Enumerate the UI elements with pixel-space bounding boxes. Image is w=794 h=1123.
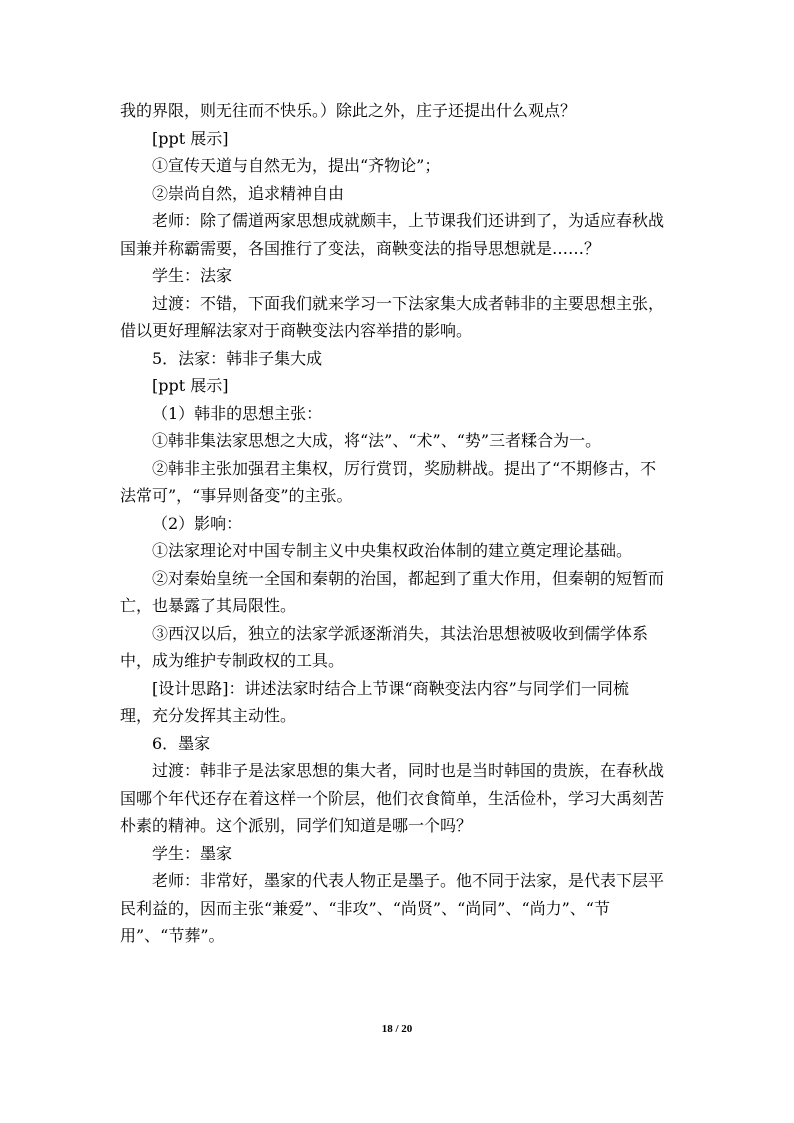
text-line: 民利益的，因而主张“兼爱”、“非攻”、“尚贤”、“尚同”、“尚力”、“节 bbox=[120, 898, 610, 918]
text-line: 中，成为维护专制政权的工具。 bbox=[120, 651, 345, 670]
text-line: 学生：墨家 bbox=[152, 843, 233, 863]
text-line: ③西汉以后，独立的法家学派逐渐消失，其法治思想被吸收到儒学体系 bbox=[152, 623, 649, 643]
text-line: （2）影响： bbox=[152, 513, 243, 533]
text-line: 国兼并称霸需要，各国推行了变法，商鞅变法的指导思想就是……？ bbox=[120, 238, 601, 258]
text-line: ①韩非集法家思想之大成，将“法”、“术”、“势”三者糅合为一。 bbox=[152, 431, 602, 450]
text-line: 学生：法家 bbox=[152, 266, 233, 285]
text-line: ②对秦始皇统一全国和秦朝的治国，都起到了重大作用，但秦朝的短暂而 bbox=[152, 568, 665, 588]
document-body bbox=[120, 97, 680, 950]
text-line: ①法家理论对中国专制主义中央集权政治体制的建立奠定理论基础。 bbox=[152, 541, 633, 560]
page-number: 18 / 20 bbox=[381, 1023, 413, 1035]
text-line: 朴素的精神。这个派别，同学们知道是哪一个吗？ bbox=[120, 816, 473, 835]
text-line: [设计思路]：讲述法家时结合上节课“商鞅变法内容”与同学们一同梳 bbox=[152, 678, 629, 698]
text-line: 法常可”，“事异则备变”的主张。 bbox=[120, 486, 353, 505]
text-line: 老师：除了儒道两家思想成就颇丰，上节课我们还讲到了，为适应春秋战 bbox=[152, 211, 665, 230]
text-line: 我的界限，则无往而不快乐。）除此之外，庄子还提出什么观点？ bbox=[120, 101, 577, 120]
text-line: 理，充分发挥其主动性。 bbox=[120, 706, 297, 725]
text-line: 6．墨家 bbox=[152, 733, 211, 753]
text-line: ②韩非主张加强君主集权，厉行赏罚，奖励耕战。提出了“不期修古，不 bbox=[152, 458, 657, 478]
text-line: 国哪个年代还存在着这样一个阶层，他们衣食简单，生活俭朴，学习大禹刻苦 bbox=[120, 788, 665, 808]
text-line: 老师：非常好，墨家的代表人物正是墨子。他不同于法家，是代表下层平 bbox=[152, 871, 665, 890]
text-line: 用”、“节葬”。 bbox=[120, 926, 225, 945]
text-line: 过渡：韩非子是法家思想的集大者，同时也是当时韩国的贵族，在春秋战 bbox=[152, 761, 665, 780]
text-line: 亡，也暴露了其局限性。 bbox=[120, 596, 297, 615]
text-line: [ppt 展示] bbox=[152, 128, 229, 148]
text-line: 借以更好理解法家对于商鞅变法内容举措的影响。 bbox=[120, 321, 473, 340]
text-line: 过渡：不错，下面我们就来学习一下法家集大成者韩非的主要思想主张， bbox=[152, 293, 665, 313]
text-line: 5．法家：韩非子集大成 bbox=[152, 348, 323, 368]
text-line: [ppt 展示] bbox=[152, 376, 229, 395]
text-line: ②崇尚自然，追求精神自由 bbox=[152, 183, 345, 203]
text-line: （1）韩非的思想主张： bbox=[152, 403, 323, 423]
text-line: ①宣传天道与自然无为，提出“齐物论”； bbox=[152, 156, 441, 175]
